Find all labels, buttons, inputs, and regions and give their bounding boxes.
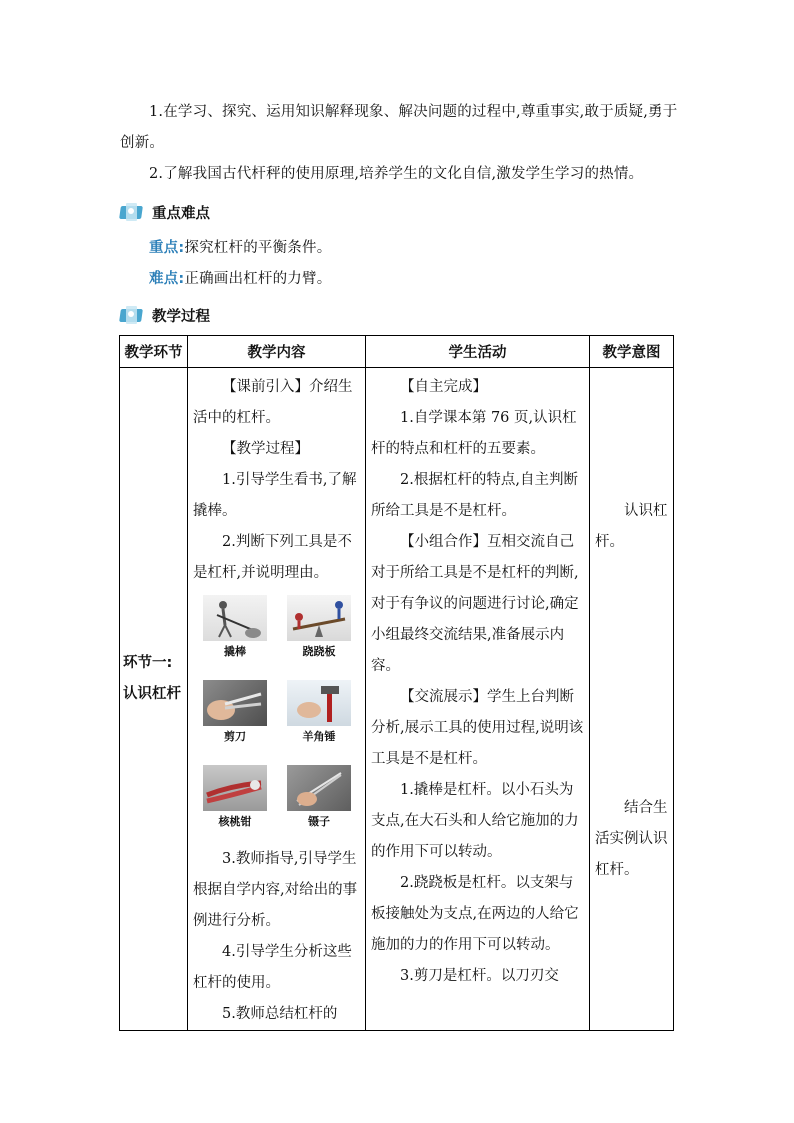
book-icon xyxy=(120,306,142,324)
image-caption: 镊子 xyxy=(308,815,330,828)
image-row-3 xyxy=(193,765,361,844)
activity-show: 【交流展示】学生上台判断分析,展示工具的使用过程,说明该工具是不是杠杆。 xyxy=(371,689,584,767)
content-intro: 【课前引入】介绍生活中的杠杆。 xyxy=(193,379,353,426)
tweezers-image xyxy=(287,765,351,811)
content-cell xyxy=(188,368,366,1031)
book-icon xyxy=(120,203,142,221)
objective-2: 2.了解我国古代杆秤的使用原理,培养学生的文化自信,激发学生学习的热情。 xyxy=(149,166,644,182)
image-row-2 xyxy=(193,680,361,759)
section-title: 重点难点 xyxy=(152,205,210,222)
focus-line xyxy=(120,233,680,264)
activity-self-1: 1.自学课本第 76 页,认识杠杆的特点和杠杆的五要素。 xyxy=(371,410,577,457)
nutcracker-image xyxy=(203,765,267,811)
stage-label: 环节一:认识杠杆 xyxy=(123,655,181,702)
intent-1: 认识杠杆。 xyxy=(595,503,668,550)
difficulty-text: 正确画出杠杆的力臂。 xyxy=(184,271,332,287)
section-header-key-points xyxy=(120,200,210,224)
table-row xyxy=(120,368,674,1031)
image-caption: 剪刀 xyxy=(224,730,246,743)
activity-answer-2: 2.跷跷板是杠杆。以支架与板接触处为支点,在两边的人给它施加的力的作用下可以转动。 xyxy=(371,875,579,953)
stage-cell xyxy=(120,368,188,1031)
activity-self-heading: 【自主完成】 xyxy=(400,379,487,395)
image-caption: 跷跷板 xyxy=(302,645,336,658)
teaching-process-table xyxy=(119,335,674,1031)
objective-1: 1.在学习、探究、运用知识解释现象、解决问题的过程中,尊重事实,敢于质疑,勇于创新。 xyxy=(120,104,678,151)
image-caption: 撬棒 xyxy=(224,645,246,658)
difficulty-line xyxy=(120,264,680,295)
image-caption: 羊角锤 xyxy=(302,730,336,743)
header-activity: 学生活动 xyxy=(366,336,590,368)
figure xyxy=(287,595,351,674)
content-step-2: 2.判断下列工具是不是杠杆,并说明理由。 xyxy=(193,534,352,581)
image-caption: 核桃钳 xyxy=(218,815,252,828)
figure xyxy=(287,680,351,759)
difficulty-label: 难点: xyxy=(149,271,185,287)
header-stage: 教学环节 xyxy=(120,336,188,368)
figure xyxy=(203,595,267,674)
content-step-5: 5.教师总结杠杆的 xyxy=(222,1006,338,1022)
content-step-3: 3.教师指导,引导学生根据自学内容,对给出的事例进行分析。 xyxy=(193,851,358,929)
scissors-image xyxy=(203,680,267,726)
activity-group: 【小组合作】互相交流自己对于所给工具是不是杠杆的判断,对于有争议的问题进行讨论,确定小组最终交流结果,准备展示内容。 xyxy=(371,534,579,674)
intent-2: 结合生活实例认识杠杆。 xyxy=(595,800,668,878)
content-process-heading: 【教学过程】 xyxy=(222,441,309,457)
content-step-4: 4.引导学生分析这些杠杆的使用。 xyxy=(193,944,352,991)
seesaw-image xyxy=(287,595,351,641)
figure xyxy=(287,765,351,844)
focus-label: 重点: xyxy=(149,240,185,256)
activity-answer-1: 1.撬棒是杠杆。以小石头为支点,在大石头和人给它施加的力的作用下可以转动。 xyxy=(371,782,579,860)
content-step-1: 1.引导学生看书,了解撬棒。 xyxy=(193,472,357,519)
intent-cell xyxy=(590,368,674,1031)
section-header-process xyxy=(120,303,210,327)
figure xyxy=(203,680,267,759)
header-content: 教学内容 xyxy=(188,336,366,368)
activity-self-2: 2.根据杠杆的特点,自主判断所给工具是不是杠杆。 xyxy=(371,472,578,519)
image-row-1 xyxy=(193,595,361,674)
activity-answer-3: 3.剪刀是杠杆。以刀刃交 xyxy=(400,968,559,984)
crowbar-image xyxy=(203,595,267,641)
activity-cell xyxy=(366,368,590,1031)
table-header-row xyxy=(120,336,674,368)
focus-text: 探究杠杆的平衡条件。 xyxy=(184,240,332,256)
figure xyxy=(203,765,267,844)
section-title: 教学过程 xyxy=(152,308,210,325)
header-intent: 教学意图 xyxy=(590,336,674,368)
claw-hammer-image xyxy=(287,680,351,726)
